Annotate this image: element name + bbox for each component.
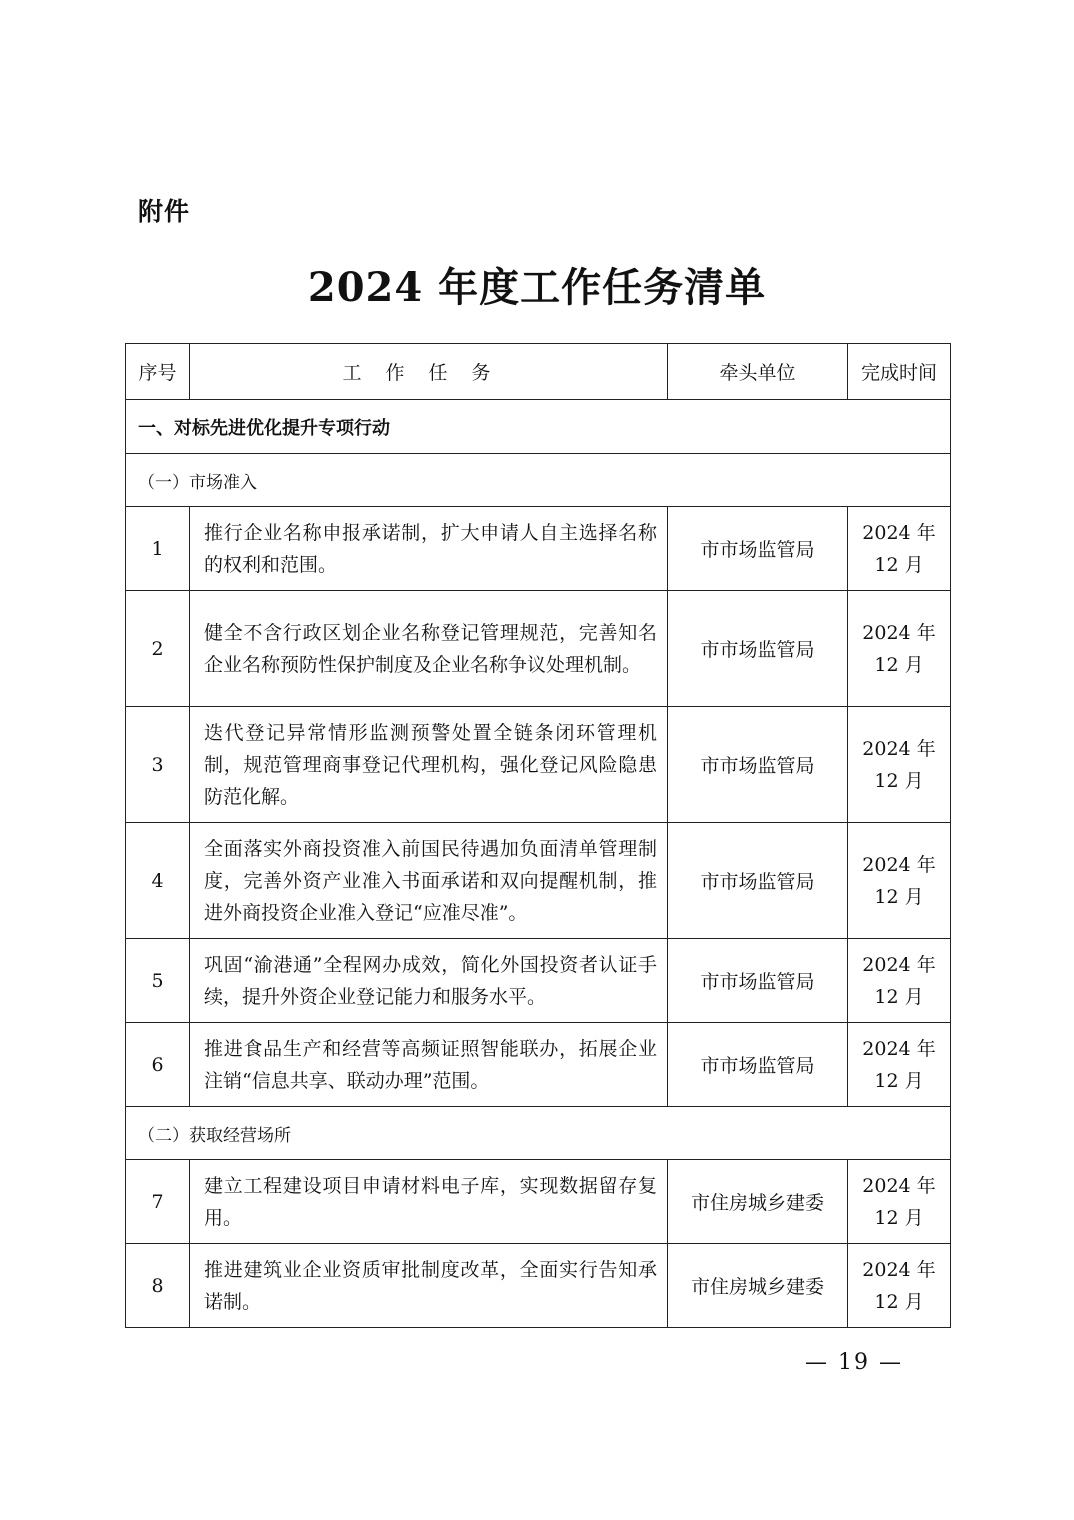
section-row	[126, 400, 951, 454]
row-task: 健全不含行政区划企业名称登记管理规范，完善知名企业名称预防性保护制度及企业名称争议处理机制。	[190, 591, 668, 707]
row-time-month: 12 月	[874, 985, 924, 1008]
group-row	[126, 454, 951, 507]
group-heading-2: （二）获取经营场所	[126, 1107, 951, 1160]
row-time-year: 2024 年	[862, 1258, 936, 1281]
header-row	[126, 344, 951, 400]
table-row	[126, 507, 951, 591]
row-task: 推进食品生产和经营等高频证照智能联办，拓展企业注销“信息共享、联动办理”范围。	[190, 1023, 668, 1107]
attachment-label: 附件	[138, 197, 191, 226]
row-unit: 市市场监管局	[668, 591, 848, 707]
header-unit: 牵头单位	[668, 344, 848, 400]
header-no: 序号	[126, 344, 190, 400]
row-task: 迭代登记异常情形监测预警处置全链条闭环管理机制，规范管理商事登记代理机构，强化登记风险隐患防范化解。	[190, 707, 668, 823]
header-time: 完成时间	[848, 344, 951, 400]
row-time	[848, 1023, 951, 1107]
row-task: 全面落实外商投资准入前国民待遇加负面清单管理制度，完善外资产业准入书面承诺和双向提醒机制，推进外商投资企业准入登记“应准尽准”。	[190, 823, 668, 939]
row-number: 4	[126, 823, 190, 939]
table-row	[126, 823, 951, 939]
table-row	[126, 939, 951, 1023]
row-time-year: 2024 年	[862, 737, 936, 760]
row-time-month: 12 月	[874, 885, 924, 908]
row-number: 6	[126, 1023, 190, 1107]
row-time	[848, 707, 951, 823]
row-number: 2	[126, 591, 190, 707]
row-time	[848, 507, 951, 591]
row-time-year: 2024 年	[862, 621, 936, 644]
row-task: 推进建筑业企业资质审批制度改革，全面实行告知承诺制。	[190, 1244, 668, 1328]
row-time-year: 2024 年	[862, 1037, 936, 1060]
row-time-year: 2024 年	[862, 521, 936, 544]
row-unit: 市市场监管局	[668, 939, 848, 1023]
page-number: — 19 —	[805, 1350, 903, 1375]
header-task: 工作任务	[190, 344, 668, 400]
row-time	[848, 1244, 951, 1328]
row-task: 推行企业名称申报承诺制，扩大申请人自主选择名称的权利和范围。	[190, 507, 668, 591]
row-time-year: 2024 年	[862, 853, 936, 876]
table-row	[126, 707, 951, 823]
row-unit: 市市场监管局	[668, 507, 848, 591]
row-unit: 市市场监管局	[668, 707, 848, 823]
task-table	[125, 343, 951, 1328]
row-time-month: 12 月	[874, 769, 924, 792]
table-row	[126, 1023, 951, 1107]
table-row	[126, 591, 951, 707]
row-number: 1	[126, 507, 190, 591]
row-number: 5	[126, 939, 190, 1023]
group-row	[126, 1107, 951, 1160]
row-time	[848, 591, 951, 707]
row-time-month: 12 月	[874, 1290, 924, 1313]
section-heading: 一、对标先进优化提升专项行动	[126, 400, 951, 454]
row-unit: 市住房城乡建委	[668, 1244, 848, 1328]
row-number: 7	[126, 1160, 190, 1244]
row-time-month: 12 月	[874, 653, 924, 676]
row-unit: 市市场监管局	[668, 823, 848, 939]
row-number: 8	[126, 1244, 190, 1328]
row-time	[848, 939, 951, 1023]
group-heading-1: （一）市场准入	[126, 454, 951, 507]
row-time-month: 12 月	[874, 553, 924, 576]
row-unit: 市市场监管局	[668, 1023, 848, 1107]
row-number: 3	[126, 707, 190, 823]
table-row	[126, 1244, 951, 1328]
row-time	[848, 823, 951, 939]
row-unit: 市住房城乡建委	[668, 1160, 848, 1244]
row-task: 巩固“渝港通”全程网办成效，简化外国投资者认证手续，提升外资企业登记能力和服务水平。	[190, 939, 668, 1023]
table-row	[126, 1160, 951, 1244]
row-time-year: 2024 年	[862, 1174, 936, 1197]
page-title: 2024 年度工作任务清单	[307, 264, 767, 311]
row-time-month: 12 月	[874, 1206, 924, 1229]
row-time-year: 2024 年	[862, 953, 936, 976]
row-task: 建立工程建设项目申请材料电子库，实现数据留存复用。	[190, 1160, 668, 1244]
row-time-month: 12 月	[874, 1069, 924, 1092]
row-time	[848, 1160, 951, 1244]
